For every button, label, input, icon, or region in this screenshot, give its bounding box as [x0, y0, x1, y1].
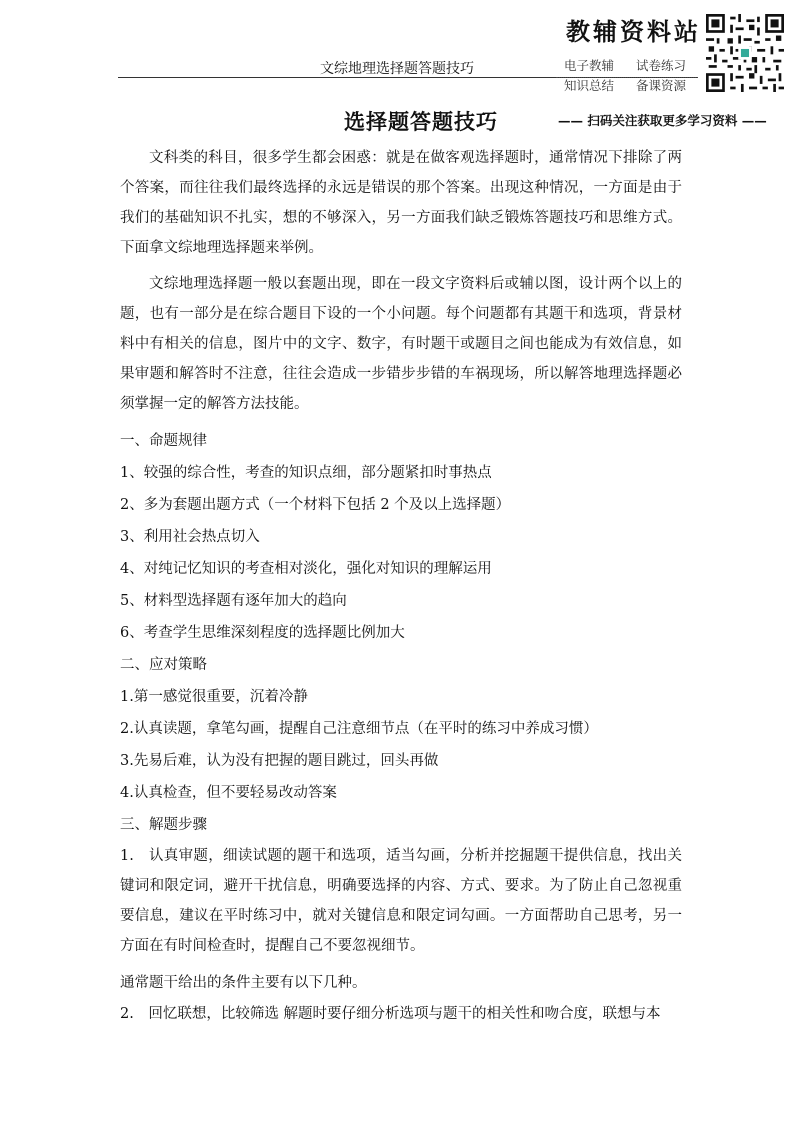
link-knowledge-summary[interactable]: 知识总结 — [564, 78, 615, 93]
section1-item: 2、多为套题出题方式（一个材料下包括 2 个及以上选择题） — [120, 497, 511, 513]
section1-item: 6、考查学生思维深刻程度的选择题比例加大 — [120, 625, 405, 641]
section2-item: 3.先易后难，认为没有把握的题目跳过，回头再做 — [120, 753, 439, 769]
header-doc-title: 文综地理选择题答题技巧 — [320, 61, 474, 77]
section3-heading: 三、解题步骤 — [120, 817, 207, 833]
section2-item: 1.第一感觉很重要，沉着冷静 — [120, 689, 308, 705]
section2-item: 2.认真读题，拿笔勾画，提醒自己注意细节点（在平时的练习中养成习惯） — [120, 721, 598, 737]
section1-item: 1、较强的综合性，考查的知识点细，部分题紧扣时事热点 — [120, 465, 492, 481]
section3-step2: 2. 回忆联想，比较筛选 解题时要仔细分析选项与题干的相关性和吻合度，联想与本 — [120, 1006, 661, 1022]
intro-paragraph-1: 文科类的科目，很多学生都会困惑：就是在做客观选择题时，通常情况下排除了两个答案，而往往我们最终选择的永远是错误的那个答案。出现这种情况，一方面是由于我们的基础知识不扎实，想的不够深入，另一方面我们缺乏锻炼答题技巧和思维方式。下面拿文综地理选择题来举例。 — [120, 150, 682, 256]
document-body — [120, 143, 682, 1035]
section3-step1: 1. 认真审题，细读试题的题干和选项，适当勾画，分析并挖掘题干提供信息，找出关键词和限定词，避开干扰信息，明确要选择的内容、方式、要求。为了防止自己忽视重要信息，建议在平时练习中，就对关键信息和限定词勾画。一方面帮助自己思考，另一方面在有时间检查时，提醒自己不要忽视细节。 — [120, 848, 682, 954]
section1-item: 5、材料型选择题有逐年加大的趋向 — [120, 593, 347, 609]
section1-heading: 一、命题规律 — [120, 433, 207, 449]
intro-paragraph-2: 文综地理选择题一般以套题出现，即在一段文字资料后或辅以图，设计两个以上的题，也有一部分是在综合题目下设的一个小问题。每个问题都有其题干和选项，背景材料中有相关的信息，图片中的文字、数字，有时题干或题目之间也能成为有效信息，如果审题和解答时不注意，往往会造成一步错步步错的车祸现场，所以解答地理选择题必须掌握一定的解答方法技能。 — [120, 276, 682, 412]
section2-heading: 二、应对策略 — [120, 657, 207, 673]
header-dotted-rule — [556, 77, 698, 78]
page-title: 选择题答题技巧 — [344, 109, 498, 134]
section1-item: 3、利用社会热点切入 — [120, 529, 260, 545]
link-lesson-resources[interactable]: 备课资源 — [636, 78, 687, 93]
link-practice-papers[interactable]: 试卷练习 — [636, 58, 687, 73]
qr-code-icon[interactable] — [706, 14, 784, 92]
brand-logo-text: 教辅资料站 — [566, 18, 701, 46]
section3-note: 通常题干给出的条件主要有以下几种。 — [120, 975, 367, 991]
link-e-textbook[interactable]: 电子教辅 — [564, 58, 615, 73]
section2-item: 4.认真检查，但不要轻易改动答案 — [120, 785, 337, 801]
qr-slogan: —— 扫码关注获取更多学习资料 —— — [558, 113, 767, 128]
section1-item: 4、对纯记忆知识的考查相对淡化，强化对知识的理解运用 — [120, 561, 492, 577]
header-links — [564, 56, 686, 96]
